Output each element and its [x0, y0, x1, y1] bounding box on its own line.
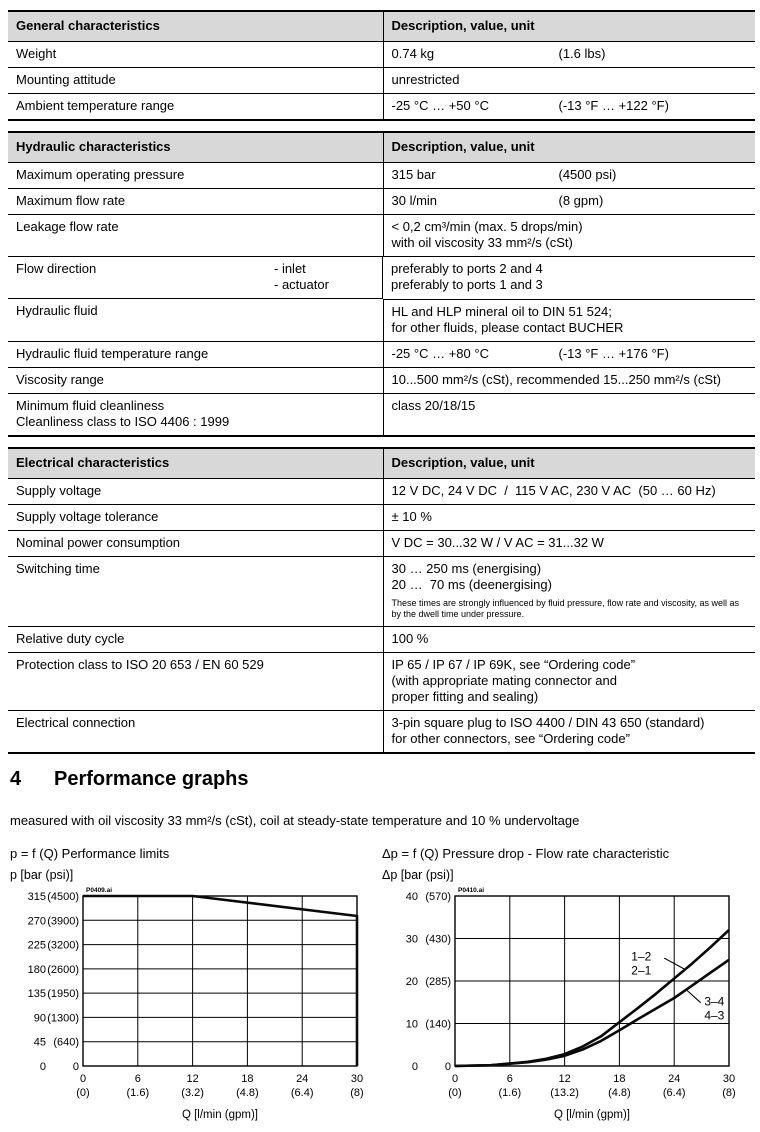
row-value-cell: [383, 530, 755, 556]
value-paren: (8 gpm): [558, 193, 604, 208]
chart-watermark: P0409.ai: [86, 886, 113, 894]
row-value-line: [391, 261, 747, 277]
section-intro: measured with oil viscosity 33 mm²/s (cSt), coil at steady-state temperature and 10 % undervoltage: [10, 812, 580, 828]
chart-title: p = f (Q) Performance limits: [10, 845, 170, 861]
y-tick-paren: (285): [425, 975, 451, 988]
row-label-line: Flow direction: [16, 261, 97, 276]
row-label: [16, 346, 375, 362]
row-value-cell: [383, 68, 755, 94]
row-value-line: [392, 483, 748, 499]
x-tick-value: 30: [722, 1072, 736, 1085]
row-value-line: [392, 46, 748, 62]
value-text: HL and HLP mineral oil to DIN 51 524;: [391, 303, 612, 319]
value-text: (with appropriate mating connector and: [391, 672, 617, 688]
value-text: V DC = 30...32 W / V AC = 31...32 W: [391, 534, 604, 550]
row-sublabel-line: - actuator: [274, 277, 329, 292]
y-tick-paren: (2600): [47, 963, 79, 976]
row-label: [16, 219, 375, 235]
row-label-cell: [8, 530, 383, 556]
x-tick-value: 24: [668, 1072, 681, 1085]
row-value-cell: [383, 341, 755, 367]
y-tick-value: 0: [39, 1060, 46, 1073]
row-label-line: Nominal power consumption: [16, 534, 181, 550]
y-tick-paren: (3900): [47, 914, 79, 927]
row-label-cell: [8, 626, 383, 652]
curve-label: 1–2: [631, 949, 652, 964]
row-value-cell: [383, 652, 755, 710]
row-label-line: Protection class to ISO 20 653 / EN 60 529: [16, 656, 264, 672]
value-paren: (4500 psi): [558, 167, 617, 182]
row-value-line: [392, 577, 748, 593]
x-tick-value: 6: [506, 1072, 513, 1085]
value-text: class 20/18/15: [391, 397, 476, 413]
chart-title: Δp = f (Q) Pressure drop - Flow rate characteristic: [382, 845, 670, 861]
value-paren: (-13 °F … +176 °F): [558, 345, 669, 361]
row-value-line: [392, 167, 748, 183]
section-number: 4: [10, 767, 22, 790]
row-label-line: Maximum operating pressure: [16, 167, 185, 182]
row-label: [16, 657, 375, 673]
row-label-cell: [8, 393, 383, 436]
row-value-cell: [383, 42, 755, 68]
y-tick-value: 0: [411, 1060, 418, 1073]
table-row: [8, 393, 755, 436]
x-tick-paren: (1.6): [126, 1086, 150, 1099]
y-tick-value: 225: [27, 939, 46, 952]
row-label-line: Electrical connection: [16, 714, 136, 730]
chart-canvas: [380, 884, 748, 1132]
y-tick-paren: (1300): [47, 1011, 79, 1024]
row-label-cell: [8, 367, 383, 393]
table-row: [8, 556, 755, 626]
general-characteristics-table: [8, 10, 755, 121]
x-tick-value: 30: [350, 1072, 364, 1085]
row-label-cell: [8, 257, 383, 299]
electrical-characteristics-table: [8, 447, 755, 754]
table-row: [8, 94, 755, 121]
curve-label: 3–4: [704, 994, 725, 1009]
value-text: 3-pin square plug to ISO 4400 / DIN 43 650 (standard): [391, 714, 705, 730]
table-row: [8, 257, 755, 300]
row-label: [16, 535, 375, 551]
chart-canvas: [8, 884, 376, 1132]
row-label-cell: [8, 504, 383, 530]
curve-label-leader: [687, 990, 701, 1002]
row-value-cell: [383, 710, 755, 753]
row-value-cell: [383, 257, 755, 300]
x-tick-paren: (0): [448, 1086, 462, 1099]
y-tick-paren: 0: [444, 1060, 451, 1073]
row-label: [16, 193, 375, 209]
x-tick-paren: (13.2): [550, 1086, 579, 1099]
row-label-cell: [8, 556, 383, 626]
table-row: [8, 341, 755, 367]
chart-y-axis-label: Δp [bar (psi)]: [382, 867, 454, 882]
row-value-line: [392, 509, 748, 525]
value-text: for other fluids, please contact BUCHER: [391, 319, 624, 335]
x-tick-paren: (6.4): [662, 1086, 686, 1099]
y-tick-paren: (570): [425, 890, 451, 903]
x-tick-paren: (1.6): [498, 1086, 522, 1099]
row-label-line: Leakage flow rate: [16, 219, 119, 234]
value-text: 30 l/min: [391, 193, 438, 208]
row-label-line: Hydraulic fluid temperature range: [16, 345, 209, 361]
row-label-cell: [8, 710, 383, 753]
row-value-line: [392, 346, 748, 362]
value-text: proper fitting and sealing): [391, 688, 539, 704]
y-tick-value: 135: [27, 987, 46, 1000]
table-row: [8, 478, 755, 504]
y-tick-value: 90: [33, 1011, 46, 1024]
row-label-line: Viscosity range: [16, 371, 104, 387]
row-label: [16, 715, 375, 731]
row-label-line: Cleanliness class to ISO 4406 : 1999: [16, 413, 230, 429]
row-label-line: Switching time: [16, 560, 100, 576]
row-label: [16, 509, 375, 525]
y-tick-value: 40: [405, 890, 418, 903]
row-value-cell: [383, 215, 755, 257]
value-text: 30 … 250 ms (energising): [391, 560, 542, 576]
row-value-cell: [383, 163, 755, 189]
row-label: [16, 46, 375, 62]
x-tick-value: 24: [296, 1072, 309, 1085]
chart-y-axis-label: p [bar (psi)]: [10, 867, 74, 882]
row-sublabel-line: - inlet: [274, 261, 306, 276]
y-tick-paren: (1950): [47, 987, 79, 1000]
row-value-line: [392, 731, 748, 747]
row-label-cell: [8, 42, 383, 68]
row-label-cell: [8, 189, 383, 215]
row-label: [16, 261, 96, 293]
table-header-label: Electrical characteristics: [8, 448, 383, 479]
value-text: 315 bar: [391, 167, 436, 182]
performance-graphs: [8, 846, 755, 1132]
value-text: 10...500 mm²/s (cSt), recommended 15...250 mm²/s (cSt): [391, 371, 721, 387]
row-label-cell: [8, 652, 383, 710]
row-value-line: [392, 219, 748, 235]
row-value-line: [392, 304, 748, 320]
x-tick-paren: (4.8): [608, 1086, 631, 1099]
row-label: [16, 98, 375, 114]
table-header-row: [8, 448, 755, 479]
chart-x-axis-label: Q [l/min (gpm)]: [181, 1108, 259, 1121]
value-text: < 0,2 cm³/min (max. 5 drops/min): [391, 219, 583, 234]
row-value-cell: [383, 626, 755, 652]
row-label: [16, 561, 375, 577]
section-heading: [10, 768, 755, 791]
x-tick-value: 18: [613, 1072, 626, 1085]
value-text: preferably to ports 2 and 4: [391, 261, 543, 276]
chart-x-axis-label: Q [l/min (gpm)]: [553, 1108, 631, 1121]
table-header-desc: Description, value, unit: [383, 132, 755, 163]
table-header-desc: Description, value, unit: [383, 11, 755, 42]
y-tick-value: 315: [27, 890, 46, 903]
row-label-line: Relative duty cycle: [16, 630, 125, 646]
value-paren: (1.6 lbs): [558, 46, 606, 61]
value-text: -25 °C … +80 °C: [391, 345, 489, 361]
table-row: [8, 710, 755, 753]
x-tick-paren: (6.4): [290, 1086, 314, 1099]
table-row: [8, 163, 755, 189]
y-tick-paren: (140): [425, 1018, 451, 1030]
row-value-cell: [383, 299, 755, 341]
value-text: -25 °C … +50 °C: [391, 98, 489, 113]
row-value-cell: [383, 504, 755, 530]
row-label-cell: [8, 215, 383, 257]
pressure-drop-chart: [380, 846, 748, 1132]
row-value-line: [392, 72, 748, 88]
value-text: 100 %: [391, 630, 429, 646]
row-value-line: [392, 561, 748, 577]
table-header-row: [8, 11, 755, 42]
table-row: [8, 652, 755, 710]
y-tick-value: 270: [27, 914, 46, 927]
table-row: [8, 299, 755, 341]
row-value-line: [392, 657, 748, 673]
axis-frame: [83, 896, 357, 1066]
table-header-desc: Description, value, unit: [383, 448, 755, 479]
row-value-line: [392, 372, 748, 388]
row-label-cell: [8, 68, 383, 94]
y-tick-paren: (3200): [47, 939, 79, 952]
row-value-line: [392, 631, 748, 647]
row-label-cell: [8, 341, 383, 367]
value-text: ± 10 %: [391, 508, 432, 524]
row-note: These times are strongly influenced by fluid pressure, flow rate and viscosity, as well as by the dwell time under pressure.: [391, 597, 739, 619]
value-text: with oil viscosity 33 mm²/s (cSt): [391, 235, 573, 250]
row-label-cell: [8, 163, 383, 189]
value-text: preferably to ports 1 and 3: [391, 277, 543, 292]
value-paren: (-13 °F … +122 °F): [558, 98, 669, 113]
curve-ports-3-4-and-4-3: [455, 959, 729, 1065]
x-tick-paren: (8): [722, 1086, 736, 1099]
y-tick-paren: 0: [72, 1060, 79, 1073]
table-row: [8, 626, 755, 652]
y-tick-paren: (430): [425, 933, 451, 945]
curve-performance-limit-curve: [83, 896, 357, 1066]
y-tick-paren: (4500): [47, 890, 79, 903]
row-label-line: Hydraulic fluid: [16, 303, 98, 318]
y-tick-value: 20: [405, 975, 418, 988]
row-label-line: Ambient temperature range: [16, 98, 175, 113]
row-label: [16, 483, 375, 499]
row-value-cell: [383, 94, 755, 121]
performance-limits-chart: [8, 846, 376, 1132]
y-tick-paren: (640): [53, 1036, 79, 1049]
row-sublabels: [274, 261, 374, 293]
row-value-cell: [383, 189, 755, 215]
curve-label: 4–3: [704, 1008, 725, 1023]
table-row: [8, 68, 755, 94]
chart-watermark: P0410.ai: [458, 886, 485, 894]
value-text: 20 … 70 ms (deenergising): [391, 576, 552, 592]
row-value-cell: [383, 478, 755, 504]
table-header-label: Hydraulic characteristics: [8, 132, 383, 163]
hydraulic-characteristics-table: [8, 131, 755, 437]
row-label: [16, 167, 375, 183]
table-row: [8, 504, 755, 530]
row-label-cell: [8, 94, 383, 121]
row-value-cell: [383, 556, 755, 626]
row-label: [16, 72, 375, 88]
row-label-line: Maximum flow rate: [16, 193, 126, 208]
y-tick-value: 10: [405, 1018, 418, 1030]
row-value-line: [392, 398, 748, 414]
row-value-line: [392, 673, 748, 689]
x-tick-paren: (8): [350, 1086, 364, 1099]
row-value-line: [392, 535, 748, 551]
section-title: Performance graphs: [54, 767, 249, 790]
x-tick-value: 12: [558, 1072, 571, 1085]
row-value-line: [392, 235, 748, 251]
table-header-row: [8, 132, 755, 163]
row-value-line: [391, 277, 747, 293]
row-label-line: Supply voltage tolerance: [16, 508, 159, 524]
table-row: [8, 189, 755, 215]
x-tick-paren: (4.8): [236, 1086, 259, 1099]
x-tick-paren: (0): [76, 1086, 90, 1099]
table-row: [8, 42, 755, 68]
row-label: [16, 398, 375, 430]
table-row: [8, 215, 755, 257]
value-text: unrestricted: [391, 72, 460, 87]
value-text: 12 V DC, 24 V DC / 115 V AC, 230 V AC (50 … 60 Hz): [391, 482, 716, 498]
x-tick-paren: (3.2): [181, 1086, 204, 1099]
curve-label: 2–1: [631, 963, 652, 978]
row-label-line: Minimum fluid cleanliness: [16, 397, 165, 413]
row-label: [16, 303, 375, 319]
row-label-line: Supply voltage: [16, 482, 102, 498]
row-label: [16, 372, 375, 388]
y-tick-value: 45: [33, 1036, 46, 1049]
x-tick-value: 12: [186, 1072, 199, 1085]
row-label: [16, 631, 375, 647]
x-tick-value: 0: [451, 1072, 459, 1085]
row-value-line: [392, 715, 748, 731]
y-tick-value: 30: [405, 933, 418, 945]
row-value-line: [392, 689, 748, 705]
x-tick-value: 6: [134, 1072, 141, 1085]
x-tick-value: 0: [79, 1072, 87, 1085]
row-value-line: [392, 98, 748, 114]
row-value-cell: [383, 367, 755, 393]
row-label-cell: [8, 478, 383, 504]
row-value-line: [392, 320, 748, 336]
y-tick-value: 180: [27, 963, 46, 976]
table-header-label: General characteristics: [8, 11, 383, 42]
table-row: [8, 530, 755, 556]
row-value-line: [392, 193, 748, 209]
row-label-line: Weight: [16, 46, 57, 61]
value-text: for other connectors, see “Ordering code”: [391, 730, 630, 746]
row-label-line: Mounting attitude: [16, 72, 116, 87]
value-text: IP 65 / IP 67 / IP 69K, see “Ordering code”: [391, 656, 636, 672]
table-row: [8, 367, 755, 393]
row-label-cell: [8, 299, 383, 341]
value-text: 0.74 kg: [391, 46, 435, 61]
row-value-cell: [383, 393, 755, 436]
x-tick-value: 18: [241, 1072, 254, 1085]
